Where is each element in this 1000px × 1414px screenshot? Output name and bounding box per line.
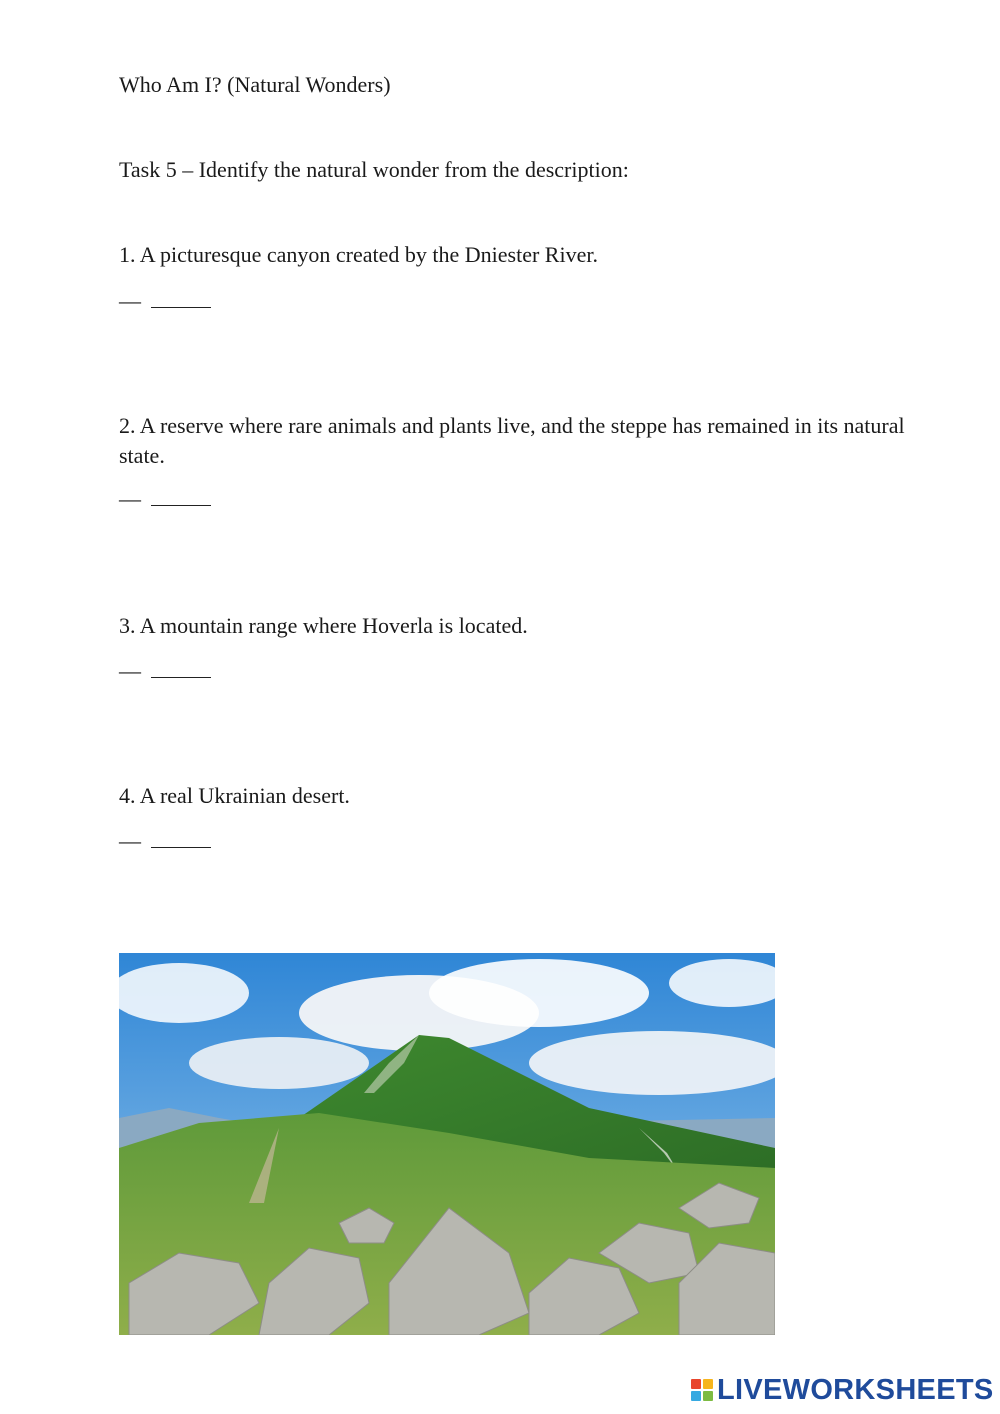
logo-block-blue [691,1391,701,1401]
answer-dash: — [119,658,141,683]
answer-dash: — [119,486,141,511]
mountain-peak-photo [119,953,775,1335]
answer-line-2 [119,484,211,514]
logo-block-red [691,1379,701,1389]
answer-input-3[interactable] [151,659,211,678]
question-1: 1. A picturesque canyon created by the Dniester River. [119,242,598,267]
answer-dash: — [119,288,141,313]
worksheet-title: Who Am I? (Natural Wonders) [119,72,391,97]
task-instruction: Task 5 – Identify the natural wonder from the description: [119,157,629,182]
answer-input-1[interactable] [151,289,211,308]
liveworksheets-logo [691,1374,994,1406]
answer-dash: — [119,828,141,853]
answer-input-2[interactable] [151,487,211,506]
logo-wordmark: LIVEWORKSHEETS [717,1373,994,1406]
question-2: 2. A reserve where rare animals and plants live, and the steppe has remained in its natural state. [119,413,905,468]
question-4: 4. A real Ukrainian desert. [119,783,350,808]
logo-blocks-icon [691,1379,713,1401]
logo-block-yellow [703,1379,713,1389]
answer-input-4[interactable] [151,829,211,848]
answer-line-1 [119,286,211,316]
answer-line-4 [119,826,211,856]
question-3: 3. A mountain range where Hoverla is located. [119,613,528,638]
answer-line-3 [119,656,211,686]
logo-block-green [703,1391,713,1401]
